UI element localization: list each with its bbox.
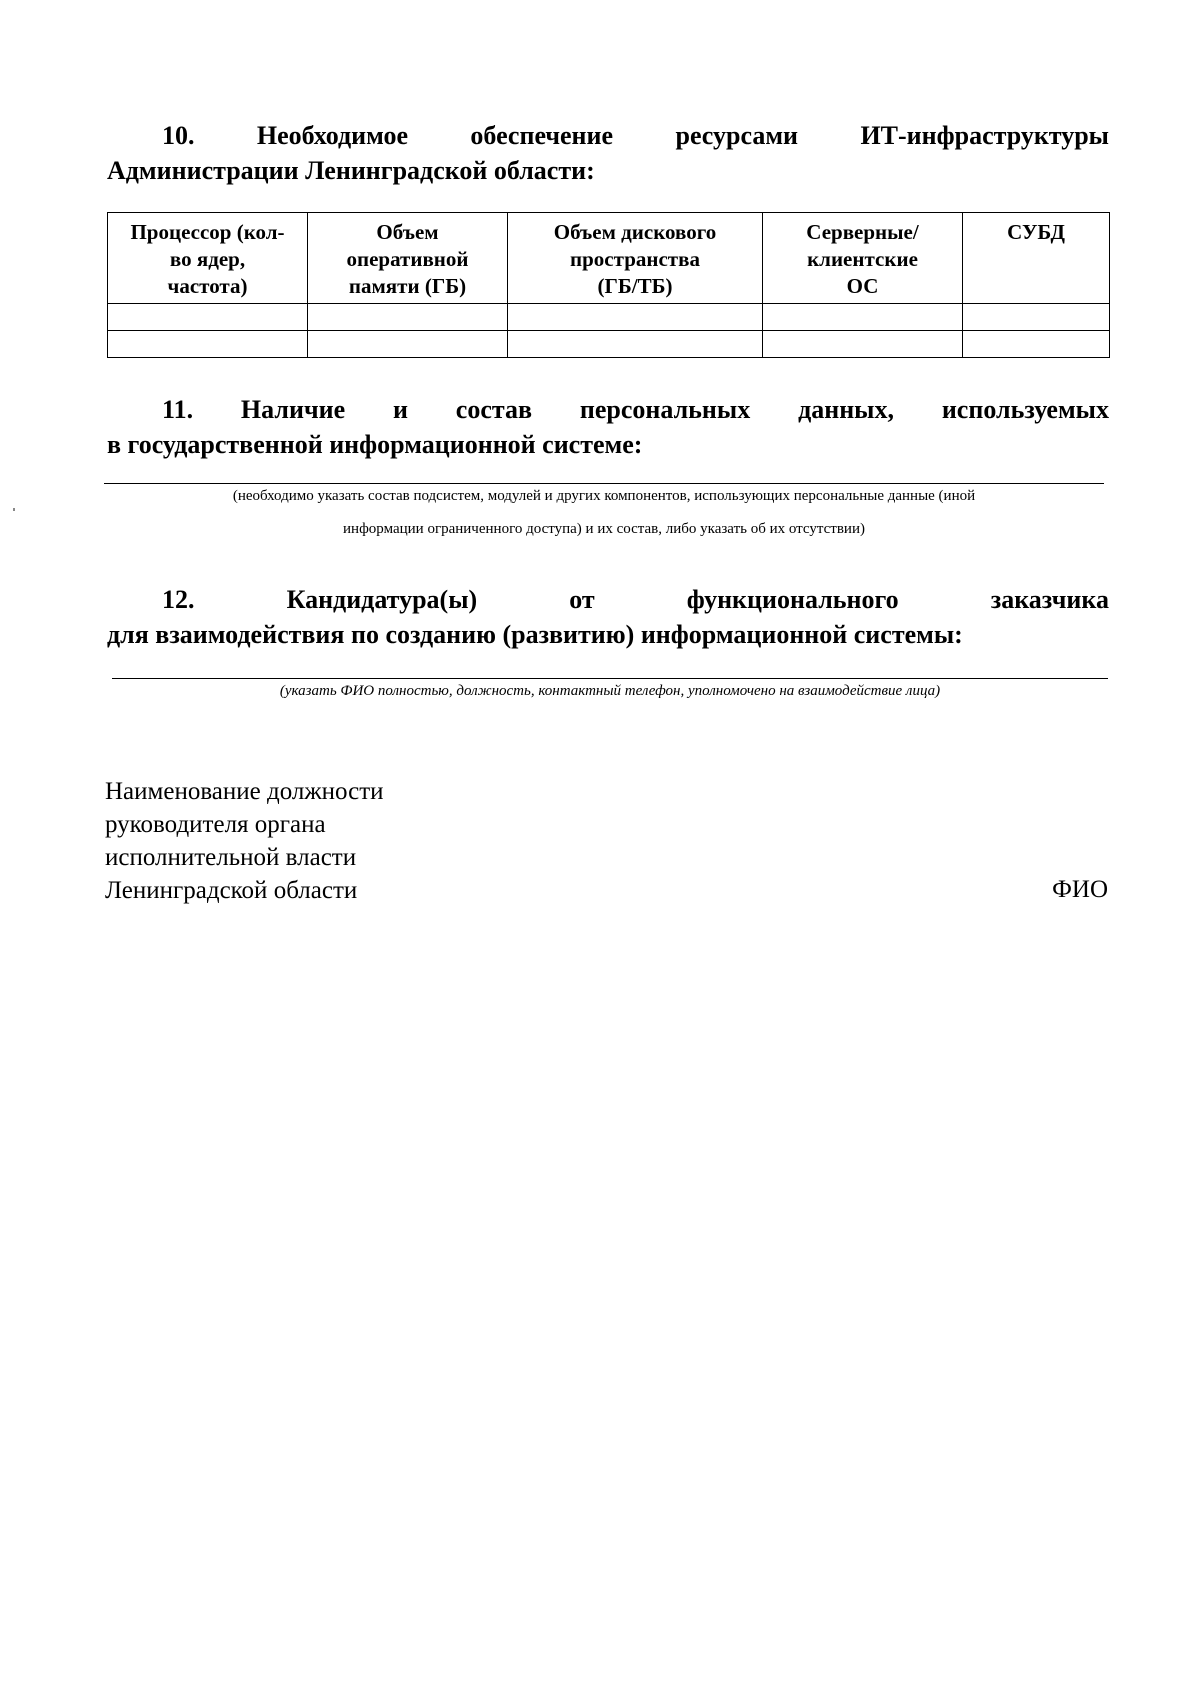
section-11-line-2: в государственной информационной системе: [107, 430, 643, 459]
section-10-line-2: Администрации Ленинградской области: [107, 156, 595, 185]
signature-position-line: Ленинградской области [105, 877, 358, 904]
section-12-word: заказчика [990, 585, 1109, 614]
table-row [108, 331, 1110, 358]
table-cell[interactable] [508, 304, 763, 331]
signature-position [105, 775, 384, 907]
header-text: Серверные/ [806, 220, 919, 244]
table-row [108, 304, 1110, 331]
section-10-word: ресурсами [675, 121, 799, 150]
personal-data-note-line-2: информации ограниченного доступа) и их состав, либо указать об их отсутствии) [343, 521, 865, 537]
table-cell[interactable] [108, 331, 308, 358]
signature-name: ФИО [1052, 876, 1108, 903]
header-ram [308, 213, 508, 304]
header-disk [508, 213, 763, 304]
table-cell[interactable] [108, 304, 308, 331]
section-11-word: используемых [941, 395, 1109, 424]
section-12-number: 12. [162, 585, 195, 614]
section-11-word: персональных [579, 395, 751, 424]
candidate-fill-line[interactable] [112, 678, 1108, 679]
table-header-row [108, 213, 1110, 304]
section-12-word: от [569, 585, 595, 614]
header-dbms [963, 213, 1110, 304]
signature-position-line: руководителя органа [105, 811, 326, 838]
header-processor [108, 213, 308, 304]
section-11-word: и [392, 395, 408, 424]
header-text: пространства [570, 247, 700, 271]
header-text: ОС [846, 274, 879, 298]
header-text: Объем [376, 220, 439, 244]
section-12-line-2: для взаимодействия по созданию (развитию) информационной системы: [107, 620, 963, 649]
section-10-word: ИТ-инфраструктуры [860, 121, 1109, 150]
candidate-note: (указать ФИО полностью, должность, контактный телефон, уполномочено на взаимодействие лица) [279, 683, 941, 699]
section-11-line-1 [107, 392, 1109, 427]
table-cell[interactable] [308, 304, 508, 331]
section-10-number: 10. [162, 121, 195, 150]
section-12-word: функционального [686, 585, 899, 614]
table-cell[interactable] [308, 331, 508, 358]
personal-data-note-line-1: (необходимо указать состав подсистем, модулей и других компонентов, использующих персональные данные (иной [232, 488, 976, 504]
header-os [763, 213, 963, 304]
section-11-word: Наличие [240, 395, 346, 424]
section-10-word: Необходимое [256, 121, 408, 150]
header-text: частота) [167, 274, 248, 298]
section-11-title [107, 392, 1109, 462]
section-10-word: обеспечение [470, 121, 614, 150]
table-cell[interactable] [763, 304, 963, 331]
resources-table [107, 212, 1110, 358]
header-text: СУБД [1007, 220, 1065, 244]
section-12-word: Кандидатура(ы) [286, 585, 478, 614]
table-cell[interactable] [763, 331, 963, 358]
section-10-title [107, 118, 1109, 188]
header-text: Процессор (кол- [130, 220, 285, 244]
section-11-word: состав [455, 395, 533, 424]
header-text: Объем дискового [553, 220, 717, 244]
header-text: во ядер, [169, 247, 246, 271]
personal-data-fill-line[interactable] [104, 483, 1104, 484]
section-11-number: 11. [162, 395, 194, 424]
section-12-title [107, 582, 1109, 652]
section-11-word: данных, [798, 395, 894, 424]
signature-position-line: Наименование должности [105, 778, 384, 805]
table-cell[interactable] [963, 304, 1110, 331]
header-text: клиентские [807, 247, 918, 271]
section-10-line-1 [107, 118, 1109, 153]
table-cell[interactable] [508, 331, 763, 358]
signature-position-line: исполнительной власти [105, 844, 357, 871]
header-text: оперативной [346, 247, 469, 271]
table-cell[interactable] [963, 331, 1110, 358]
scan-mark [13, 508, 15, 511]
header-text: памяти (ГБ) [348, 274, 467, 298]
section-12-line-1 [107, 582, 1109, 617]
header-text: (ГБ/ТБ) [597, 274, 673, 298]
